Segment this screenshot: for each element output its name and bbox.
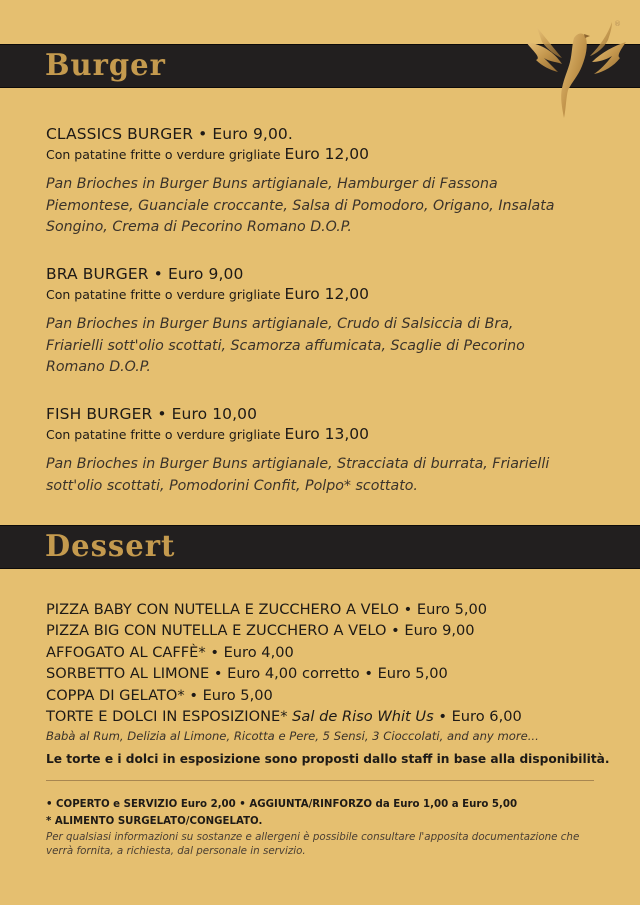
dessert-name: SORBETTO AL LIMONE [46, 665, 210, 683]
item-sides [46, 284, 606, 305]
cover-charge-note: • COPERTO e SERVIZIO Euro 2,00 • AGGIUNTA/RINFORZO da Euro 1,00 a Euro 5,00 [46, 799, 518, 810]
item-name: CLASSICS BURGER [46, 125, 194, 143]
item-description: Pan Brioches in Burger Buns artigianale, Hamburger di Fassona Piemontese, Guanciale croccante, Salsa di Pomodoro, Origano, Insalata Songino, Crema di Pecorino Romano D.O.P. [46, 176, 555, 235]
item-name: BRA BURGER [46, 265, 149, 283]
dessert-price: • Euro 4,00 corretto • Euro 5,00 [213, 665, 448, 683]
dessert-price: • Euro 5,00 [189, 686, 273, 704]
phoenix-logo-icon [522, 12, 632, 120]
dessert-item [46, 706, 606, 727]
dessert-name: PIZZA BABY CON NUTELLA E ZUCCHERO A VELO [46, 601, 399, 618]
torte-list: Babà al Rum, Delizia al Limone, Ricotta e Pere, 5 Sensi, 3 Cioccolati, and any more... [46, 729, 539, 744]
dessert-section-header [0, 525, 640, 569]
item-sides [46, 144, 606, 165]
dessert-availability-note: Le torte e i dolci in esposizione sono proposti dallo staff in base alla disponibilità. [46, 752, 610, 767]
item-title [46, 264, 606, 284]
item-sides [46, 424, 606, 445]
sides-label: Con patatine fritte o verdure grigliate [46, 147, 281, 162]
item-separator: • [198, 125, 208, 143]
item-separator: • [157, 405, 167, 423]
dessert-section-title: Dessert [45, 528, 176, 564]
menu-item-classics-burger [46, 124, 606, 239]
item-price: Euro 9,00. [212, 125, 293, 143]
dessert-item [46, 685, 606, 706]
menu-item-fish-burger [46, 404, 606, 497]
dessert-item [46, 642, 606, 663]
allergen-note: Per qualsiasi informazioni su sostanze e allergeni è possibile consultare l'apposita documentazione che verrà fornita, a richiesta, dal personale in servizio. [46, 831, 580, 857]
dessert-maker: Sal de Riso Whit Us [292, 708, 434, 726]
dessert-price: • Euro 4,00 [210, 643, 294, 661]
dessert-name: TORTE E DOLCI IN ESPOSIZIONE* [46, 708, 288, 726]
item-description: Pan Brioches in Burger Buns artigianale, Crudo di Salsiccia di Bra, Friarielli sott'olio scottati, Scamorza affumicata, Scaglie di Pecorino Romano D.O.P. [46, 316, 525, 375]
dessert-price: • Euro 9,00 [391, 622, 475, 640]
dessert-name: COPPA DI GELATO* [46, 686, 185, 704]
sides-label: Con patatine fritte o verdure grigliate [46, 427, 281, 442]
dessert-list [46, 599, 610, 767]
item-price: Euro 10,00 [171, 405, 258, 423]
footer-notes [46, 797, 606, 858]
dessert-item [46, 663, 606, 684]
burger-section-title: Burger [45, 47, 166, 83]
item-title [46, 124, 606, 144]
item-price: Euro 9,00 [167, 265, 244, 283]
sides-price: Euro 13,00 [284, 425, 369, 443]
dessert-item [46, 599, 606, 620]
item-name: FISH BURGER [46, 405, 153, 423]
registered-trademark: ® [614, 20, 621, 28]
item-title [46, 404, 606, 424]
dessert-name: PIZZA BIG CON NUTELLA E ZUCCHERO A VELO [46, 622, 387, 640]
item-separator: • [153, 265, 163, 283]
menu-item-bra-burger [46, 264, 606, 379]
dessert-price: • Euro 5,00 [403, 601, 488, 618]
dessert-price: • Euro 6,00 [438, 708, 522, 726]
sides-price: Euro 12,00 [284, 145, 369, 163]
footer-divider [46, 780, 594, 781]
dessert-name: AFFOGATO AL CAFFÈ* [46, 643, 206, 661]
item-description: Pan Brioches in Burger Buns artigianale, Stracciata di burrata, Friarielli sott'olio scottati, Pomodorini Confit, Polpo* scottato. [46, 456, 550, 494]
sides-price: Euro 12,00 [284, 285, 369, 303]
dessert-item [46, 620, 606, 641]
sides-label: Con patatine fritte o verdure grigliate [46, 287, 281, 302]
frozen-food-note: * ALIMENTO SURGELATO/CONGELATO. [46, 815, 263, 827]
